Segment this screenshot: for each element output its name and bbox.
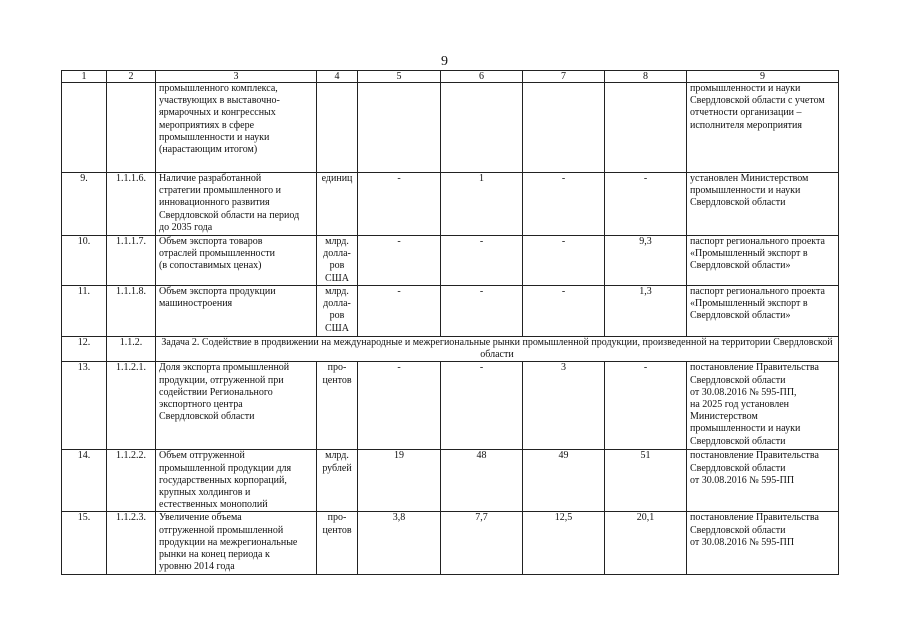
row-code: 1.1.1.6.	[107, 173, 156, 236]
unit: млрд. долла- ров США	[317, 286, 358, 337]
indicator-name: Доля экспорта промышленной продукции, отгруженной при содействии Регионального экспортного центра Свердловской области	[156, 362, 317, 450]
value-col8: 51	[605, 450, 687, 512]
table-row	[62, 450, 839, 512]
row-code: 1.1.2.1.	[107, 362, 156, 450]
row-number: 9.	[62, 173, 107, 236]
header-cell: 2	[107, 71, 156, 83]
value-col6: -	[441, 362, 523, 450]
row-number: 11.	[62, 286, 107, 337]
unit: про- центов	[317, 362, 358, 450]
value-col6	[441, 83, 523, 173]
source: установлен Министерством промышленности и науки Свердловской области	[687, 173, 839, 236]
value-col7: -	[523, 286, 605, 337]
table-header-row	[62, 71, 839, 83]
value-col7: 3	[523, 362, 605, 450]
row-number: 13.	[62, 362, 107, 450]
value-col6: 7,7	[441, 512, 523, 575]
header-cell: 3	[156, 71, 317, 83]
indicator-name: Наличие разработанной стратегии промышленного и инновационного развития Свердловской области на период до 2035 года	[156, 173, 317, 236]
value-col6: 1	[441, 173, 523, 236]
header-cell: 7	[523, 71, 605, 83]
source: промышленности и науки Свердловской области с учетом отчетности организации – исполнителя мероприятия	[687, 83, 839, 173]
source: паспорт регионального проекта «Промышленный экспорт в Свердловской области»	[687, 286, 839, 337]
value-col6: 48	[441, 450, 523, 512]
value-col5: 19	[358, 450, 441, 512]
table-row	[62, 512, 839, 575]
indicator-name: Увеличение объема отгруженной промышленной продукции на межрегиональные рынки на конец периода к уровню 2014 года	[156, 512, 317, 575]
task-description: Задача 2. Содействие в продвижении на международные и межрегиональные рынки промышленной продукции, произведенной на территории Свердловской области	[156, 337, 839, 362]
indicator-name: Объем экспорта продукции машиностроения	[156, 286, 317, 337]
value-col5: -	[358, 236, 441, 286]
unit	[317, 83, 358, 173]
source: постановление Правительства Свердловской области от 30.08.2016 № 595-ПП	[687, 512, 839, 575]
header-cell: 8	[605, 71, 687, 83]
row-number: 12.	[62, 337, 107, 362]
indicator-name: Объем экспорта товаров отраслей промышленности (в сопоставимых ценах)	[156, 236, 317, 286]
value-col5: -	[358, 286, 441, 337]
table-row	[62, 236, 839, 286]
value-col8: -	[605, 362, 687, 450]
unit: единиц	[317, 173, 358, 236]
source: постановление Правительства Свердловской области от 30.08.2016 № 595-ПП, на 2025 год установлен Министерством промышленности и науки Свердловской области	[687, 362, 839, 450]
row-code: 1.1.1.7.	[107, 236, 156, 286]
header-cell: 9	[687, 71, 839, 83]
source: паспорт регионального проекта «Промышленный экспорт в Свердловской области»	[687, 236, 839, 286]
row-number: 15.	[62, 512, 107, 575]
value-col7: -	[523, 173, 605, 236]
row-code: 1.1.2.3.	[107, 512, 156, 575]
value-col8: 1,3	[605, 286, 687, 337]
value-col8: 9,3	[605, 236, 687, 286]
unit: про- центов	[317, 512, 358, 575]
row-number	[62, 83, 107, 173]
page-number: 9	[441, 54, 448, 69]
header-cell: 1	[62, 71, 107, 83]
value-col7: 12,5	[523, 512, 605, 575]
value-col6: -	[441, 286, 523, 337]
row-code: 1.1.1.8.	[107, 286, 156, 337]
table-row	[62, 83, 839, 173]
table-row	[62, 362, 839, 450]
value-col7	[523, 83, 605, 173]
value-col5	[358, 83, 441, 173]
value-col7: 49	[523, 450, 605, 512]
unit: млрд. долла- ров США	[317, 236, 358, 286]
table-row	[62, 286, 839, 337]
indicator-name: Объем отгруженной промышленной продукции для государственных корпораций, крупных холдингов и естественных монополий	[156, 450, 317, 512]
row-code: 1.1.2.	[107, 337, 156, 362]
value-col8: 20,1	[605, 512, 687, 575]
source: постановление Правительства Свердловской области от 30.08.2016 № 595-ПП	[687, 450, 839, 512]
value-col8: -	[605, 173, 687, 236]
row-code	[107, 83, 156, 173]
indicator-name: промышленного комплекса, участвующих в выставочно- ярмарочных и конгрессных мероприятиях в сфере промышленности и науки (нарастающим итогом)	[156, 83, 317, 173]
header-cell: 4	[317, 71, 358, 83]
value-col6: -	[441, 236, 523, 286]
indicators-table	[61, 70, 839, 575]
value-col5: -	[358, 173, 441, 236]
header-cell: 6	[441, 71, 523, 83]
unit: млрд. рублей	[317, 450, 358, 512]
table-row	[62, 173, 839, 236]
row-code: 1.1.2.2.	[107, 450, 156, 512]
value-col8	[605, 83, 687, 173]
row-number: 10.	[62, 236, 107, 286]
header-cell: 5	[358, 71, 441, 83]
value-col5: 3,8	[358, 512, 441, 575]
row-number: 14.	[62, 450, 107, 512]
value-col5: -	[358, 362, 441, 450]
value-col7: -	[523, 236, 605, 286]
task-row	[62, 337, 839, 362]
